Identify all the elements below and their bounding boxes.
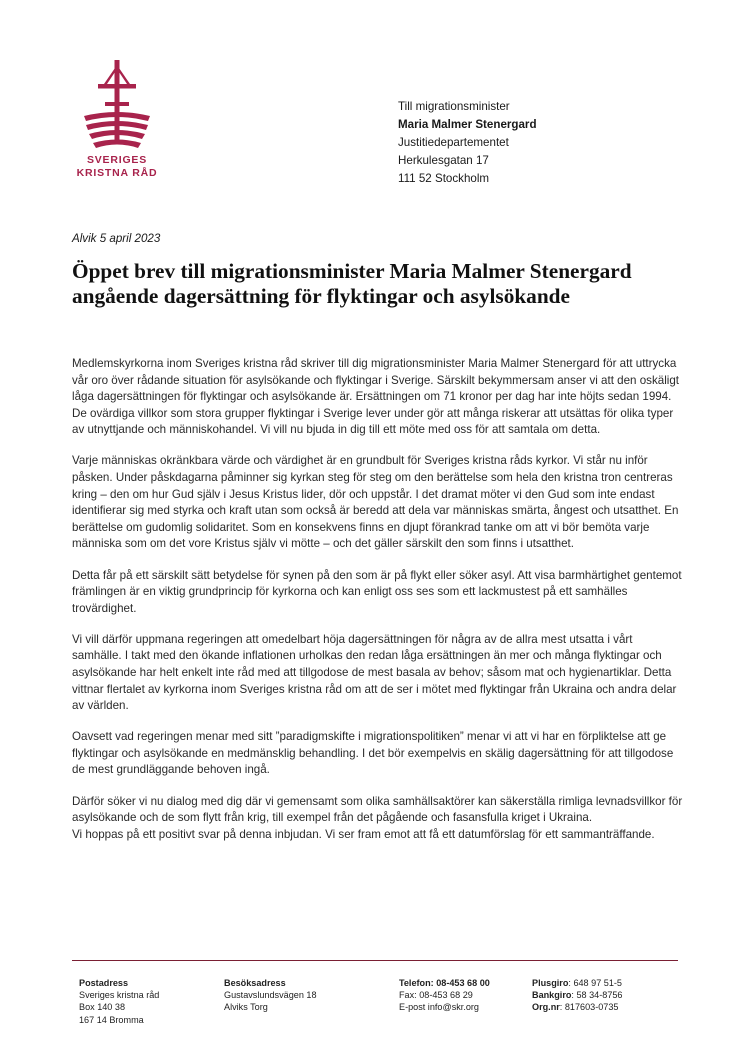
footer-contact xyxy=(399,977,490,1014)
footer-text: 167 14 Bromma xyxy=(79,1014,144,1025)
organization-logo xyxy=(76,58,158,182)
paragraph: Vi hoppas på ett positivt svar på denna inbjudan. Vi ser fram emot att få ett datumförslag för ett sammanträffande. xyxy=(72,827,655,841)
footer-label: Org.nr xyxy=(532,1002,560,1013)
recipient-line: Till migrationsminister xyxy=(398,100,510,113)
paragraph: Därför söker vi nu dialog med dig där vi gemensamt som olika samhällsaktörer kan säkerställa rimliga levnadsvillkor för asylsökande och de som flytt från krig, till exempel från det pågående och fasansfulla kriget i Ukraina. xyxy=(72,794,683,825)
footer-heading: Besöksadress xyxy=(224,978,286,988)
logo-text-line1: SVERIGES xyxy=(86,154,148,166)
footer-label: Bankgiro xyxy=(532,990,572,1001)
footer-bankgiro xyxy=(532,989,623,1001)
letter-date: Alvik 5 april 2023 xyxy=(72,232,161,245)
paragraph: Varje människas okränkbara värde och värdighet är en grundbult för Sveriges kristna råds kyrkor. Vi står nu inför påsken. Under påskdagarna påminner sig kyrkan steg för steg om den berättelse som hela den kristna tron centreras kring – den om hur Gud själv i Jesus Kristus lider, dör och uppstår. I det dramat möter vi den Gud som inte endast identifierar sig med styrka och kraft utan som också är beredd att dela var människas smärta, ångest och utsatthet. En berättelse om gudomlig solidaritet. Som en konsekvens finns en djupt förankrad tanke om att vi bör bemöta varje människa som om det vore Kristus själv vi mötte – och det gäller särskilt den som finns i utsatthet. xyxy=(72,454,679,551)
recipient-street: Herkulesgatan 17 xyxy=(398,154,489,167)
paragraph: Vi vill därför uppmana regeringen att omedelbart höja dagersättningen för några av de allra mest utsatta i vårt samhälle. I takt med den ökande inflationen urholkas den redan låga ersättningen än mer och många flyktingar och asylsökande har helt enkelt inte råd med att tillgodose de mest basala av behov; såsom mat och hygienartiklar. Detta vittnar flertalet av kyrkorna inom Sveriges kristna råd om att de ser i mötet med flyktingar från Ukraina och andra delar av världen. xyxy=(72,632,677,713)
footer-heading: Postadress xyxy=(79,978,129,988)
recipient-city: 111 52 Stockholm xyxy=(398,172,490,185)
footer-email: E-post info@skr.org xyxy=(399,1002,479,1013)
footer-orgnr xyxy=(532,1001,623,1013)
footer-postal-address xyxy=(79,977,159,1026)
footer-text: Sveriges kristna råd xyxy=(79,990,160,1001)
footer-text: Box 140 38 xyxy=(79,1002,126,1013)
footer-plusgiro xyxy=(532,977,623,989)
paragraph: Detta får på ett särskilt sätt betydelse för synen på den som är på flykt eller söker asyl. Att visa barmhärtighet gentemot främlingen är en viktig grundprincip för kyrkorna och kan enligt oss ses som ett lackmustest på ett samhälles trovärdighet. xyxy=(72,568,682,615)
footer-fax: Fax: 08-453 68 29 xyxy=(399,990,473,1001)
recipient-name: Maria Malmer Stenergard xyxy=(398,118,537,131)
footer-value: : 817603-0735 xyxy=(559,1002,619,1013)
footer-payment xyxy=(532,977,623,1014)
letter-title: Öppet brev till migrationsminister Maria Malmer Stenergard angående dagersättning för flyktingar och asylsökande xyxy=(72,259,632,308)
recipient-department: Justitiedepartementet xyxy=(398,136,509,149)
footer-value: : 648 97 51-5 xyxy=(568,978,622,988)
footer-value: : 58 34-8756 xyxy=(571,990,623,1001)
paragraph: Oavsett vad regeringen menar med sitt ”paradigmskifte i migrationspolitiken” menar vi att vi har en förpliktelse att ge flyktingar och asylsökande en medmänsklig behandling. I det bör exempelvis en skälig dagersättning för att tillgodose de mest grundläggande behoven ingå. xyxy=(72,730,674,777)
footer-phone: Telefon: 08-453 68 00 xyxy=(399,978,490,988)
footer-visit-address xyxy=(224,977,317,1014)
recipient-address xyxy=(398,98,537,188)
paragraph: Medlemskyrkorna inom Sveriges kristna råd skriver till dig migrationsminister Maria Malmer Stenergard för att uttrycka vår oro över rådande situation för asylsökande och flyktingar i Sverige. Särskilt bekymmersam anser vi att den oskäligt låga dagersättningen för flyktingar och asylsökande är. Ersättningen om 71 kronor per dag har inte höjts sedan 1994. De ovärdiga villkor som stora grupper flyktingar i Sverige lever under gör att många riskerar att utsättas för olika typer av utnyttjande och människohandel. Vi vill nu bjuda in dig till ett möte med oss för att samtala om detta. xyxy=(72,357,680,437)
letter-body xyxy=(72,356,684,858)
footer-text: Alviks Torg xyxy=(224,1002,268,1013)
footer-label: Plusgiro xyxy=(532,978,569,988)
cross-ship-icon xyxy=(82,58,152,152)
footer-text: Gustavslundsvägen 18 xyxy=(224,990,317,1001)
logo-text-line2: KRISTNA RÅD xyxy=(76,167,158,179)
footer-divider xyxy=(72,960,678,961)
